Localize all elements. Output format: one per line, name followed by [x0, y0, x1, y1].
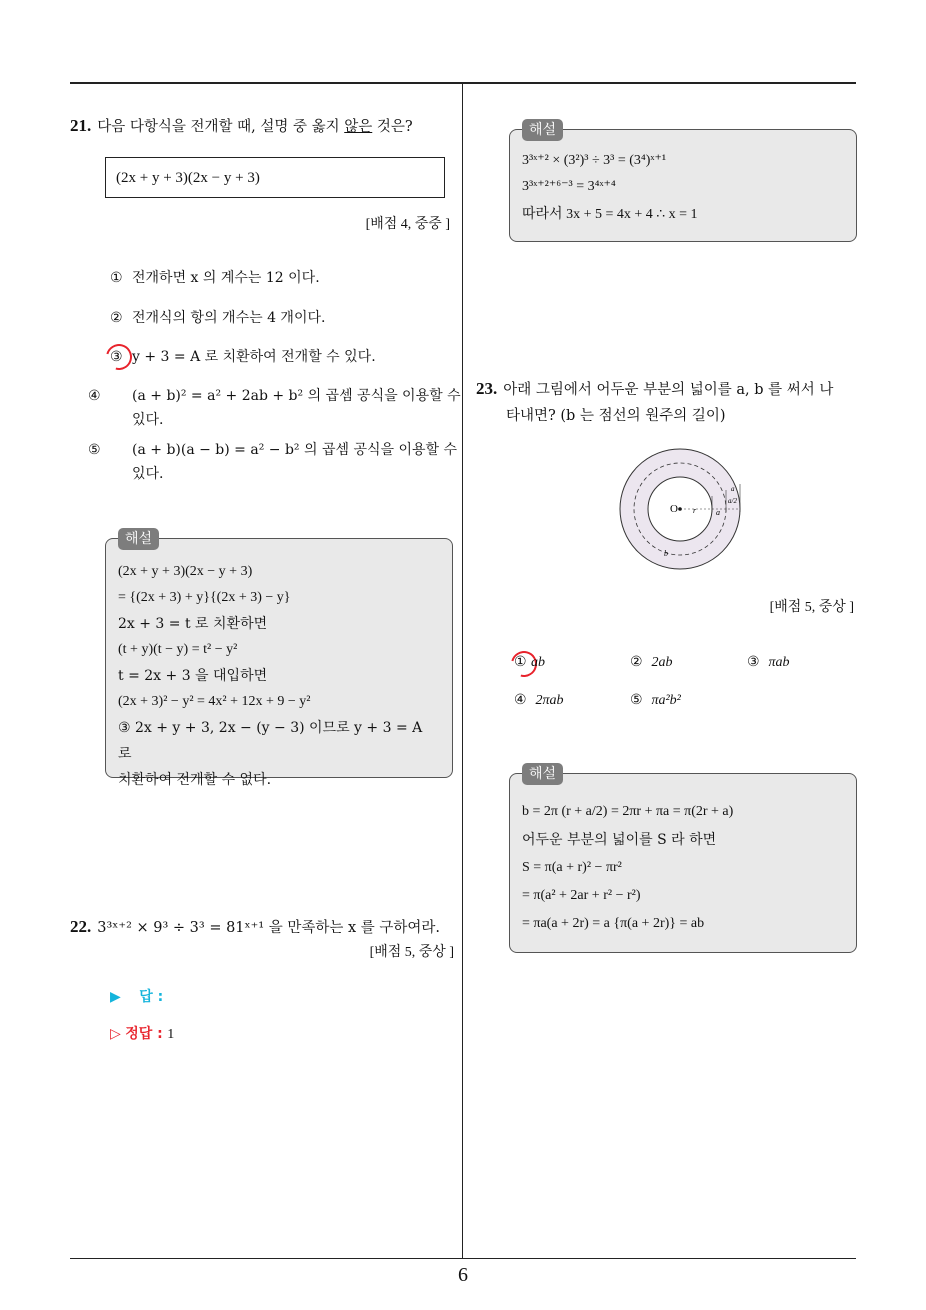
- q21-expression-box: [105, 157, 445, 198]
- q21-expression: (2x + y + 3)(2x − y + 3): [116, 170, 260, 186]
- q21-option-3[interactable]: ③ y + 3 = A 로 치환하여 전개할 수 있다.: [110, 349, 376, 365]
- q23-solution-tag: 해설: [522, 763, 563, 785]
- column-divider: [462, 84, 463, 1258]
- figure-label-a-half: a/2: [728, 497, 737, 505]
- q22-text: 3³ˣ⁺² × 9³ ÷ 3³ = 81ˣ⁺¹ 을 만족하는 x 를 구하여라.: [97, 920, 441, 936]
- figure-label-b: b: [664, 549, 668, 558]
- q22-sol-line-1: 3³ˣ⁺² × (3²)³ ÷ 3³ = (3⁴)ˣ⁺¹: [522, 153, 667, 168]
- q21-sol-line-2: = {(2x + 3) + y}{(2x + 3) − y}: [118, 590, 291, 605]
- q21-sol-line-3: 2x + 3 = t 로 치환하면: [118, 616, 268, 632]
- q21-number: 21.: [70, 116, 92, 135]
- figure-label-a: a: [716, 508, 720, 517]
- figure-label-center: O: [670, 503, 678, 515]
- q23-choice-1[interactable]: ① ab: [514, 654, 546, 670]
- q22-number: 22.: [70, 917, 92, 936]
- q22-correct-value: 1: [167, 1027, 175, 1042]
- q21-sol-line-1: (2x + y + 3)(2x − y + 3): [118, 564, 253, 579]
- figure-label-a-top: a: [731, 485, 735, 493]
- q22-score: [배점 5, 중상 ]: [369, 945, 454, 960]
- bottom-rule: [70, 1258, 856, 1259]
- figure-label-r: r: [693, 506, 697, 515]
- q23-sol-line-4: = π(a² + 2ar + r² − r²): [522, 888, 641, 903]
- q23-sol-line-3: S = π(a + r)² − πr²: [522, 860, 622, 875]
- q21-option-5[interactable]: ⑤ (a + b)(a − b) = a² − b² 의 곱셈 공식을 이용할 수 있다.: [88, 442, 458, 482]
- q22-sol-line-3: 따라서 3x + 5 = 4x + 4 ∴ x = 1: [522, 207, 698, 222]
- q23-text-line2: 타내면? (b 는 점선의 원주의 길이): [506, 408, 726, 424]
- q21-sol-line-8: 치환하여 전개할 수 없다.: [118, 772, 272, 788]
- q21-text-a: 다음 다항식을 전개할 때, 설명 중 옳지: [97, 119, 345, 135]
- q22-sol-line-2: 3³ˣ⁺²⁺⁶⁻³ = 3⁴ˣ⁺⁴: [522, 179, 616, 194]
- q23-choice-3[interactable]: ③ πab: [747, 654, 790, 670]
- q22-question: [70, 914, 440, 941]
- q23-sol-line-2: 어두운 부분의 넓이를 S 라 하면: [522, 832, 717, 848]
- q23-sol-line-5: = πa(a + 2r) = a {π(a + 2r)} = ab: [522, 916, 705, 931]
- q21-option-2[interactable]: ② 전개식의 항의 개수는 4 개이다.: [110, 310, 326, 326]
- play-triangle-icon: ▶: [110, 989, 121, 1005]
- annulus-figure: [618, 446, 748, 576]
- top-rule: [70, 82, 856, 84]
- q23-text-line1: 아래 그림에서 어두운 부분의 넓이를 a, b 를 써서 나: [503, 382, 834, 398]
- q22-correct-label: 정답 :: [125, 1026, 163, 1042]
- q21-sol-line-4: (t + y)(t − y) = t² − y²: [118, 642, 238, 657]
- q21-score: [배점 4, 중중 ]: [365, 217, 450, 232]
- q21-sol-line-5: t = 2x + 3 을 대입하면: [118, 668, 268, 684]
- page-number: 6: [458, 1264, 468, 1286]
- outline-triangle-icon: ▷: [110, 1026, 121, 1042]
- q22-solution-box: [509, 122, 857, 242]
- q21-sol-line-7: ③ 2x + y + 3, 2x − (y − 3) 이므로 y + 3 = A 로: [118, 720, 423, 762]
- q21-question: [70, 113, 413, 140]
- q22-correct-row: [110, 1023, 174, 1046]
- q23-choice-2[interactable]: ② 2ab: [630, 654, 673, 670]
- q22-solution-tag: 해설: [522, 119, 563, 141]
- q21-text-underlined: 않은: [344, 119, 373, 135]
- q21-solution-tag: 해설: [118, 528, 159, 550]
- q22-answer-row: [110, 986, 163, 1008]
- q23-question: [476, 376, 861, 429]
- q23-number: 23.: [476, 379, 498, 398]
- q21-solution-box: [105, 531, 453, 788]
- q23-sol-line-1: b = 2π (r + a/2) = 2πr + πa = π(2r + a): [522, 804, 734, 819]
- q23-choice-4[interactable]: ④ 2πab: [514, 692, 564, 708]
- q22-answer-label: 답 :: [139, 989, 164, 1005]
- q21-text-b: 것은?: [372, 119, 413, 135]
- q23-score: [배점 5, 중상 ]: [769, 600, 854, 615]
- q23-choice-5[interactable]: ⑤ πa²b²: [630, 692, 681, 708]
- q23-solution-box: [509, 766, 857, 953]
- q21-sol-line-6: (2x + 3)² − y² = 4x² + 12x + 9 − y²: [118, 694, 311, 709]
- q21-option-1[interactable]: ① 전개하면 x 의 계수는 12 이다.: [110, 270, 320, 286]
- q21-option-4[interactable]: ④ (a + b)² = a² + 2ab + b² 의 곱셈 공식을 이용할 수 있다.: [88, 388, 461, 428]
